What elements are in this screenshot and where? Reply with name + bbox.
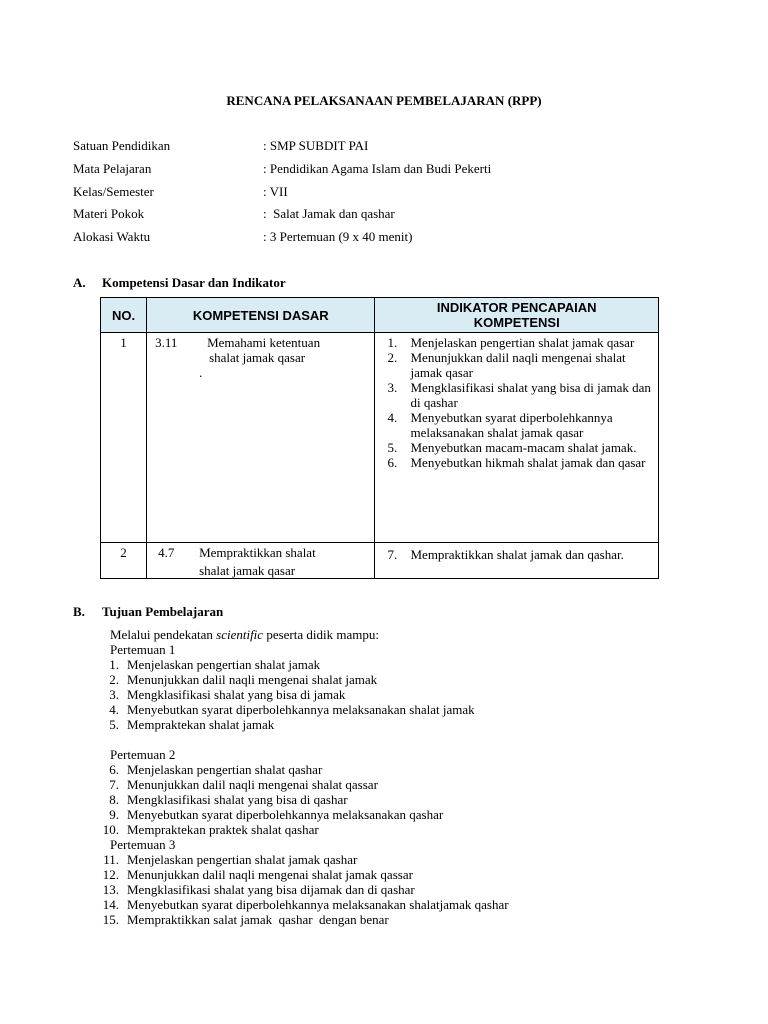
- item-number: 2.: [109, 672, 119, 687]
- info-label: Kelas/Semester: [73, 183, 154, 199]
- info-label: Materi Pokok: [73, 206, 145, 222]
- section-letter: A.: [73, 275, 86, 290]
- list-item: [387, 335, 654, 350]
- list-item: [387, 455, 654, 470]
- item-text: Mengklasifikasi shalat yang bisa di jamak dan di qashar: [410, 380, 651, 410]
- header-kompetensi-dasar: KOMPETENSI DASAR: [147, 298, 375, 333]
- info-value: : SMP SUBDIT PAI: [263, 138, 369, 153]
- info-label: Mata Pelajaran: [73, 160, 152, 176]
- kd-text-line: shalat jamak qasar: [199, 563, 296, 578]
- info-value: : Pendidikan Agama Islam dan Budi Pekerti: [263, 160, 492, 176]
- item-text: Menjelaskan pengertian shalat qashar: [127, 762, 323, 777]
- list-item: [73, 882, 693, 897]
- list-item: [73, 867, 693, 882]
- row-number: 1: [101, 333, 147, 543]
- header-indikator-line2: KOMPETENSI: [473, 315, 560, 330]
- meeting-label: Pertemuan 1: [110, 642, 176, 657]
- info-value: : VII: [263, 183, 288, 199]
- item-text: Menyebutkan syarat diperbolehkannya melaksanakan shalatjamak qashar: [127, 897, 509, 912]
- section-a-heading: [73, 275, 286, 290]
- header-indikator-line1: INDIKATOR PENCAPAIAN: [436, 300, 597, 315]
- item-number: 5.: [109, 717, 119, 732]
- section-title: Kompetensi Dasar dan Indikator: [102, 275, 286, 290]
- kd-code: 4.7: [158, 545, 175, 560]
- list-item: [73, 702, 693, 717]
- item-number: 6.: [387, 455, 398, 470]
- kd-text-line: shalat jamak qasar: [209, 350, 306, 365]
- info-value: : Salat Jamak dan qashar: [263, 206, 395, 222]
- item-text: Mempraktekan shalat jamak: [127, 717, 275, 732]
- item-number: 14.: [102, 897, 119, 912]
- indicator-list: [375, 333, 658, 470]
- info-row-materi: [73, 206, 491, 229]
- item-text: Menunjukkan dalil naqli mengenai shalat jamak qasar: [410, 350, 626, 380]
- item-text: Menjelaskan pengertian shalat jamak: [127, 657, 321, 672]
- item-text: Mempraktikkan salat jamak qashar dengan benar: [127, 912, 389, 927]
- list-item: [387, 380, 654, 410]
- item-number: 5.: [387, 440, 398, 455]
- item-number: 2.: [387, 350, 398, 365]
- list-item: [73, 792, 693, 807]
- indicator-cell: [375, 333, 659, 543]
- list-item: [73, 912, 693, 927]
- item-number: 3.: [109, 687, 119, 702]
- item-text: Menyebutkan syarat diperbolehkannya melaksanakan qashar: [127, 807, 444, 822]
- item-number: 3.: [387, 380, 398, 395]
- item-text: Mempraktikkan shalat jamak dan qashar.: [410, 547, 624, 562]
- intro-italic: scientific: [216, 627, 264, 642]
- item-text: Menunjukkan dalil naqli mengenai shalat jamak: [127, 672, 378, 687]
- list-item: [73, 807, 693, 822]
- identity-info: [73, 138, 491, 252]
- item-number: 6.: [109, 762, 119, 777]
- indicator-list: [375, 543, 658, 562]
- table-row: [101, 543, 659, 579]
- list-item: [73, 657, 693, 672]
- item-text: Menyebutkan syarat diperbolehkannya melaksanakan shalat jamak qasar: [410, 410, 613, 440]
- item-number: 9.: [109, 807, 119, 822]
- spacer: [73, 732, 693, 747]
- intro-text: peserta didik mampu:: [263, 627, 379, 642]
- item-text: Menjelaskan pengertian shalat jamak qashar: [127, 852, 358, 867]
- item-text: Menunjukkan dalil naqli mengenai shalat qassar: [127, 777, 378, 792]
- table-row: [101, 333, 659, 543]
- kd-code: 3.11: [155, 335, 178, 350]
- competency-table: [100, 297, 659, 579]
- header-no: NO.: [101, 298, 147, 333]
- item-text: Menyebutkan hikmah shalat jamak dan qasar: [410, 455, 646, 470]
- info-value: : 3 Pertemuan (9 x 40 menit): [263, 229, 413, 245]
- table-header-row: [101, 298, 659, 333]
- kd-text-line: Memahami ketentuan: [207, 335, 321, 350]
- item-number: 12.: [102, 867, 119, 882]
- item-text: Mengklasifikasi shalat yang bisa di jamak: [127, 687, 346, 702]
- list-item: [73, 897, 693, 912]
- info-row-satuan: [73, 138, 491, 161]
- info-row-alokasi: [73, 229, 491, 252]
- list-item: [73, 777, 693, 792]
- item-number: 11.: [103, 852, 119, 867]
- item-number: 4.: [387, 410, 398, 425]
- item-number: 15.: [102, 912, 119, 927]
- kd-text-line: Mempraktikkan shalat: [199, 545, 316, 560]
- list-item: [73, 687, 693, 702]
- item-number: 4.: [109, 702, 119, 717]
- item-number: 1.: [109, 657, 119, 672]
- row-number: 2: [101, 543, 147, 579]
- item-number: 7.: [387, 547, 398, 562]
- section-letter: B.: [73, 604, 85, 619]
- info-label: Satuan Pendidikan: [73, 138, 171, 153]
- item-number: 13.: [102, 882, 119, 897]
- kd-cell: [147, 333, 375, 543]
- item-text: Mempraktekan praktek shalat qashar: [127, 822, 319, 837]
- item-number: 1.: [387, 335, 398, 350]
- info-row-kelas: [73, 184, 491, 207]
- list-item: [73, 852, 693, 867]
- header-indikator: [375, 298, 659, 333]
- item-number: 7.: [109, 777, 119, 792]
- kd-cell: [147, 543, 375, 579]
- list-item: [387, 440, 654, 455]
- kd-text-line: .: [199, 365, 203, 380]
- document-title: RENCANA PELAKSANAAN PEMBELAJARAN (RPP): [226, 93, 542, 108]
- list-item: [387, 547, 654, 562]
- list-item: [73, 672, 693, 687]
- list-item: [387, 350, 654, 380]
- list-item: [73, 762, 693, 777]
- learning-objectives: [73, 627, 693, 927]
- info-label: Alokasi Waktu: [73, 229, 151, 245]
- item-text: Mengklasifikasi shalat yang bisa di qashar: [127, 792, 348, 807]
- item-text: Menyebutkan macam-macam shalat jamak.: [410, 440, 637, 455]
- list-item: [387, 410, 654, 440]
- item-number: 10.: [102, 822, 119, 837]
- objectives-intro: [73, 627, 693, 642]
- list-item: [73, 717, 693, 732]
- item-text: Mengklasifikasi shalat yang bisa dijamak dan di qashar: [127, 882, 415, 897]
- indicator-cell: [375, 543, 659, 579]
- item-text: Menunjukkan dalil naqli mengenai shalat jamak qassar: [127, 867, 413, 882]
- item-text: Menjelaskan pengertian shalat jamak qasar: [410, 335, 635, 350]
- meeting-label: Pertemuan 2: [110, 747, 176, 762]
- meeting-label: Pertemuan 3: [110, 837, 176, 852]
- item-text: Menyebutkan syarat diperbolehkannya melaksanakan shalat jamak: [127, 702, 475, 717]
- info-row-mapel: [73, 161, 491, 184]
- intro-text: Melalui pendekatan: [110, 627, 217, 642]
- item-number: 8.: [109, 792, 119, 807]
- list-item: [73, 822, 693, 837]
- section-title: Tujuan Pembelajaran: [102, 604, 224, 619]
- section-b-heading: [73, 604, 223, 619]
